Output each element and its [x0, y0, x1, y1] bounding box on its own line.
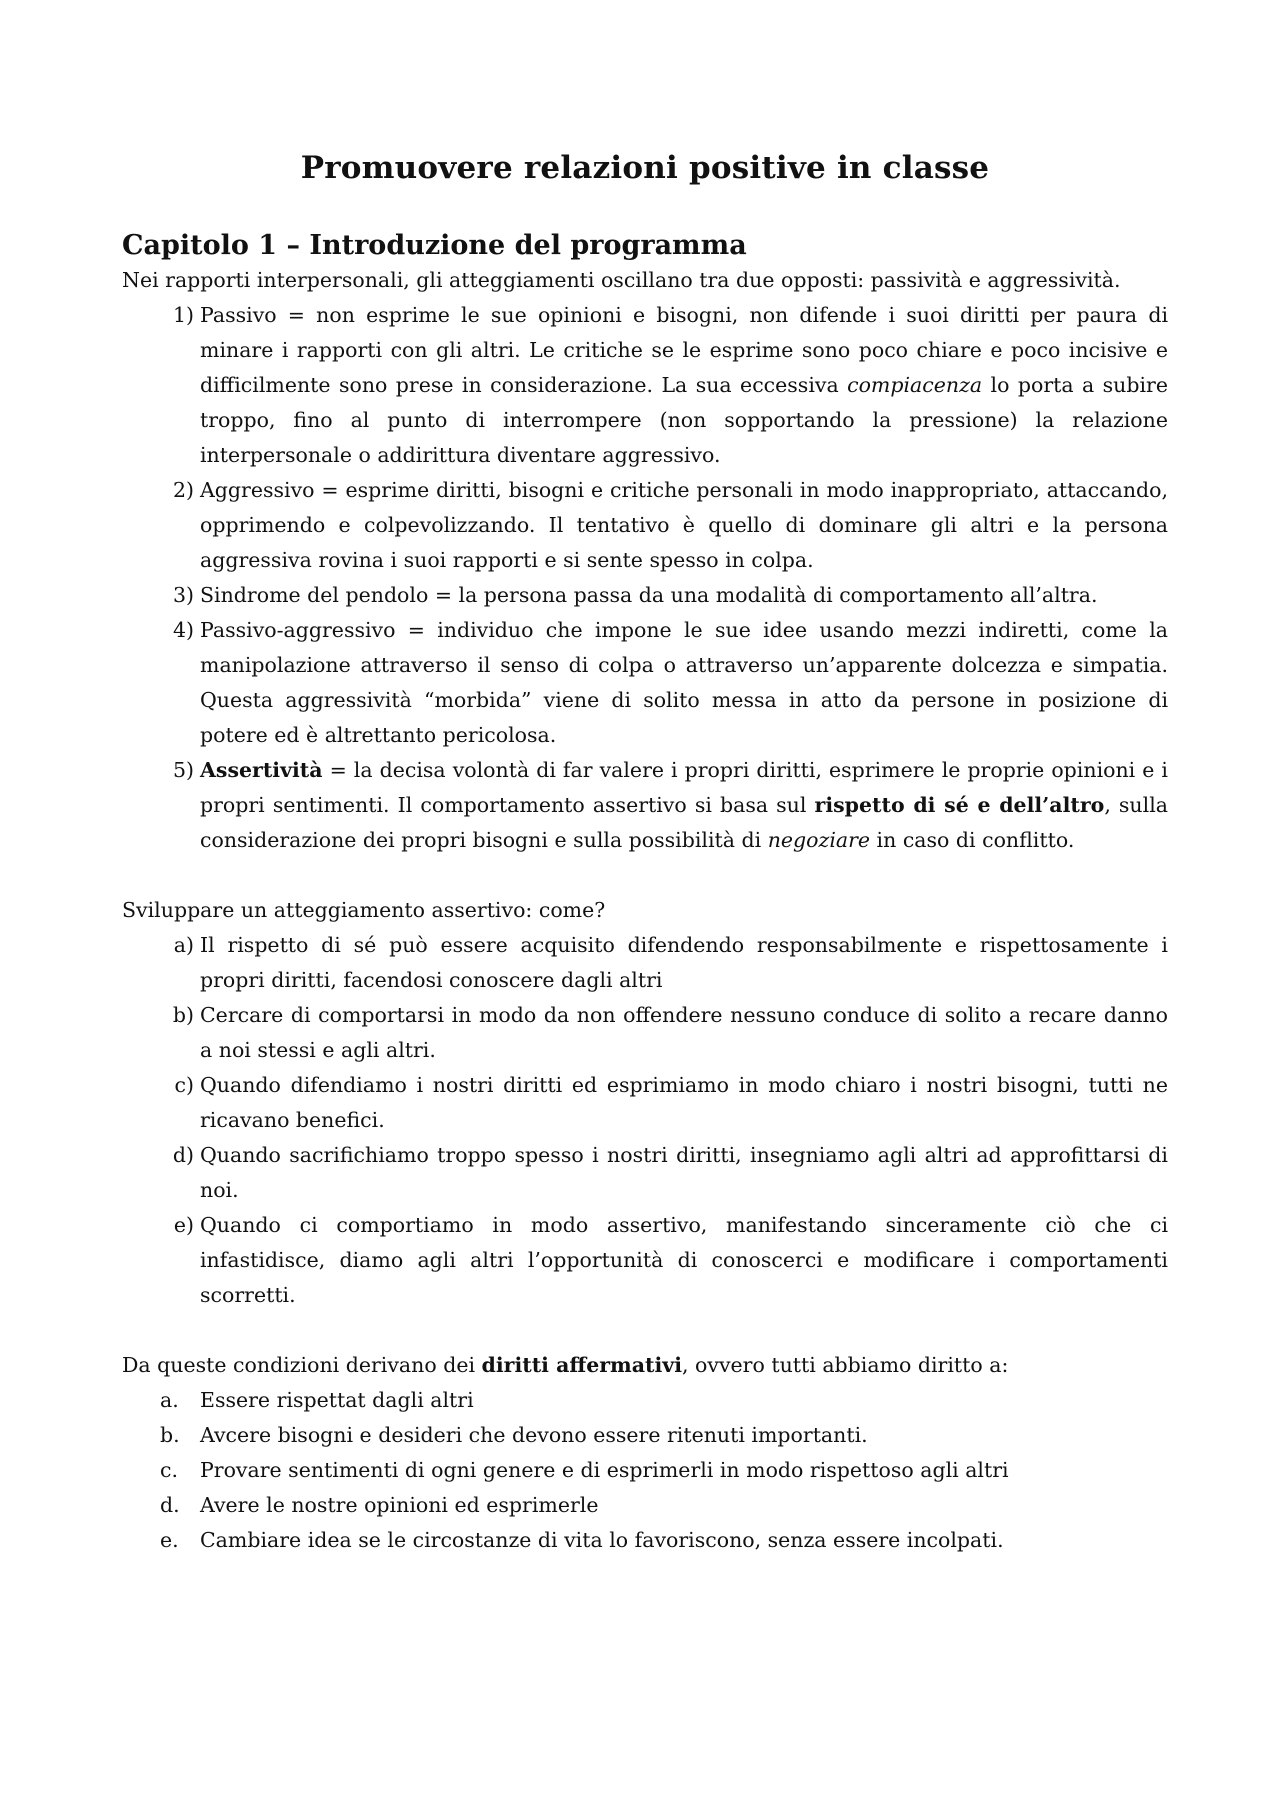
text-italic: compiacenza: [847, 373, 983, 397]
assertive-point-text: Quando sacrifichiamo troppo spesso i nostri diritti, insegniamo agli altri ad approfittarsi di noi.: [200, 1143, 1168, 1202]
assertive-heading: Sviluppare un atteggiamento assertivo: come?: [122, 898, 606, 922]
spacer: [122, 1313, 1168, 1348]
text-run: Passivo-aggressivo = individuo che impone le sue idee usando mezzi indiretti, come la manipolazione attraverso il senso di colpa o attraverso un’apparente dolcezza e simpatia. Questa aggressività “morbida” viene di solito messa in atto da persone in posizione di potere ed è altrettanto pericolosa.: [200, 618, 1168, 747]
intro-paragraph: Nei rapporti interpersonali, gli atteggiamenti oscillano tra due opposti: passività e aggressività.: [122, 268, 1121, 292]
assertive-point-item: [173, 928, 1168, 998]
assertive-point-item: [173, 1208, 1168, 1313]
text-run: lo porta a subire troppo, fino al punto di interrompere (non sopportando la pressione) la relazione interpersonale o addirittura diventare aggressivo.: [200, 373, 1168, 467]
right-item: [160, 1523, 1168, 1558]
assertive-point-item: [174, 1068, 1168, 1138]
spacer: [122, 858, 1168, 893]
rights-intro-before: Da queste condizioni derivano dei: [122, 1353, 482, 1377]
text-run: Sindrome del pendolo = la persona passa da una modalità di comportamento all’altra.: [200, 583, 1098, 607]
list-marker: b): [172, 1003, 194, 1027]
text-run: , sulla considerazione dei propri bisogni e sulla possibilità di: [200, 793, 1168, 852]
rights-intro: [122, 1348, 1168, 1383]
assertive-point-text: Cercare di comportarsi in modo da non offendere nessuno conduce di solito a recare danno a noi stessi e agli altri.: [200, 1003, 1168, 1062]
text-bold: Assertività: [200, 758, 323, 782]
assertive-point-text: Quando ci comportiamo in modo assertivo, manifestando sinceramente ciò che ci infastidisce, diamo agli altri l’opportunità di conoscerci e modificare i comportamenti scorretti.: [200, 1213, 1168, 1307]
behavior-style-item: [172, 298, 1168, 473]
assertive-point-item: [172, 998, 1168, 1068]
right-item: [160, 1383, 1168, 1418]
right-text: Provare sentimenti di ogni genere e di esprimerli in modo rispettoso agli altri: [200, 1458, 1009, 1482]
right-item: [160, 1488, 1168, 1523]
right-item: [160, 1453, 1168, 1488]
text-run: in caso di conflitto.: [870, 828, 1075, 852]
text-run: Aggressivo = esprime diritti, bisogni e critiche personali in modo inappropriato, attaccando, opprimendo e colpevolizzando. Il tentativo è quello di dominare gli altri e la persona aggressiva rovina i suoi rapporti e si sente spesso in colpa.: [200, 478, 1168, 572]
list-marker: b.: [160, 1423, 180, 1447]
list-marker: 4): [172, 618, 194, 642]
text-run: = la decisa volontà di far valere i propri diritti, esprimere le proprie opinioni e i propri sentimenti. Il comportamento assertivo si basa sul: [200, 758, 1168, 817]
rights-intro-bold: diritti affermativi: [481, 1353, 682, 1377]
right-text: Essere rispettat dagli altri: [200, 1388, 474, 1412]
list-marker: e.: [160, 1528, 179, 1552]
text-run: Passivo = non esprime le sue opinioni e bisogni, non difende i suoi diritti per paura di minare i rapporti con gli altri. Le critiche se le esprime sono poco chiare e poco incisive e difficilmente sono prese in considerazione. La sua eccessiva: [200, 303, 1168, 397]
behavior-style-item: [172, 613, 1168, 753]
assertive-point-text: Quando difendiamo i nostri diritti ed esprimiamo in modo chiaro i nostri bisogni, tutti ne ricavano benefici.: [200, 1073, 1168, 1132]
list-marker: e): [173, 1213, 194, 1237]
right-text: Cambiare idea se le circostanze di vita lo favoriscono, senza essere incolpati.: [200, 1528, 1004, 1552]
list-marker: 5): [172, 758, 194, 782]
list-marker: a): [173, 933, 194, 957]
text-italic: negoziare: [767, 828, 871, 852]
behavior-style-item: [172, 753, 1168, 858]
assertive-points-list: [122, 928, 1168, 1313]
behavior-style-item: [172, 473, 1168, 578]
list-marker: 2): [172, 478, 194, 502]
behavior-style-item: [172, 578, 1168, 613]
chapter-heading: Capitolo 1 – Introduzione del programma: [122, 230, 747, 261]
assertive-point-text: Il rispetto di sé può essere acquisito difendendo responsabilmente e rispettosamente i propri diritti, facendosi conoscere dagli altri: [200, 933, 1168, 992]
right-text: Avcere bisogni e desideri che devono essere ritenuti importanti.: [200, 1423, 868, 1447]
list-marker: d): [172, 1143, 194, 1167]
right-text: Avere le nostre opinioni ed esprimerle: [200, 1493, 599, 1517]
list-marker: 3): [172, 583, 194, 607]
behavior-styles-list: [122, 298, 1168, 858]
list-marker: c): [174, 1073, 194, 1097]
rights-intro-after: , ovvero tutti abbiamo diritto a:: [682, 1353, 1009, 1377]
affirmative-rights-list: [122, 1383, 1168, 1558]
assertive-point-item: [172, 1138, 1168, 1208]
text-bold: rispetto di sé e dell’altro: [814, 793, 1105, 817]
list-marker: c.: [160, 1458, 178, 1482]
document-title: Promuovere relazioni positive in classe: [300, 150, 990, 186]
list-marker: 1): [172, 303, 194, 327]
list-marker: d.: [160, 1493, 180, 1517]
list-marker: a.: [160, 1388, 179, 1412]
right-item: [160, 1418, 1168, 1453]
